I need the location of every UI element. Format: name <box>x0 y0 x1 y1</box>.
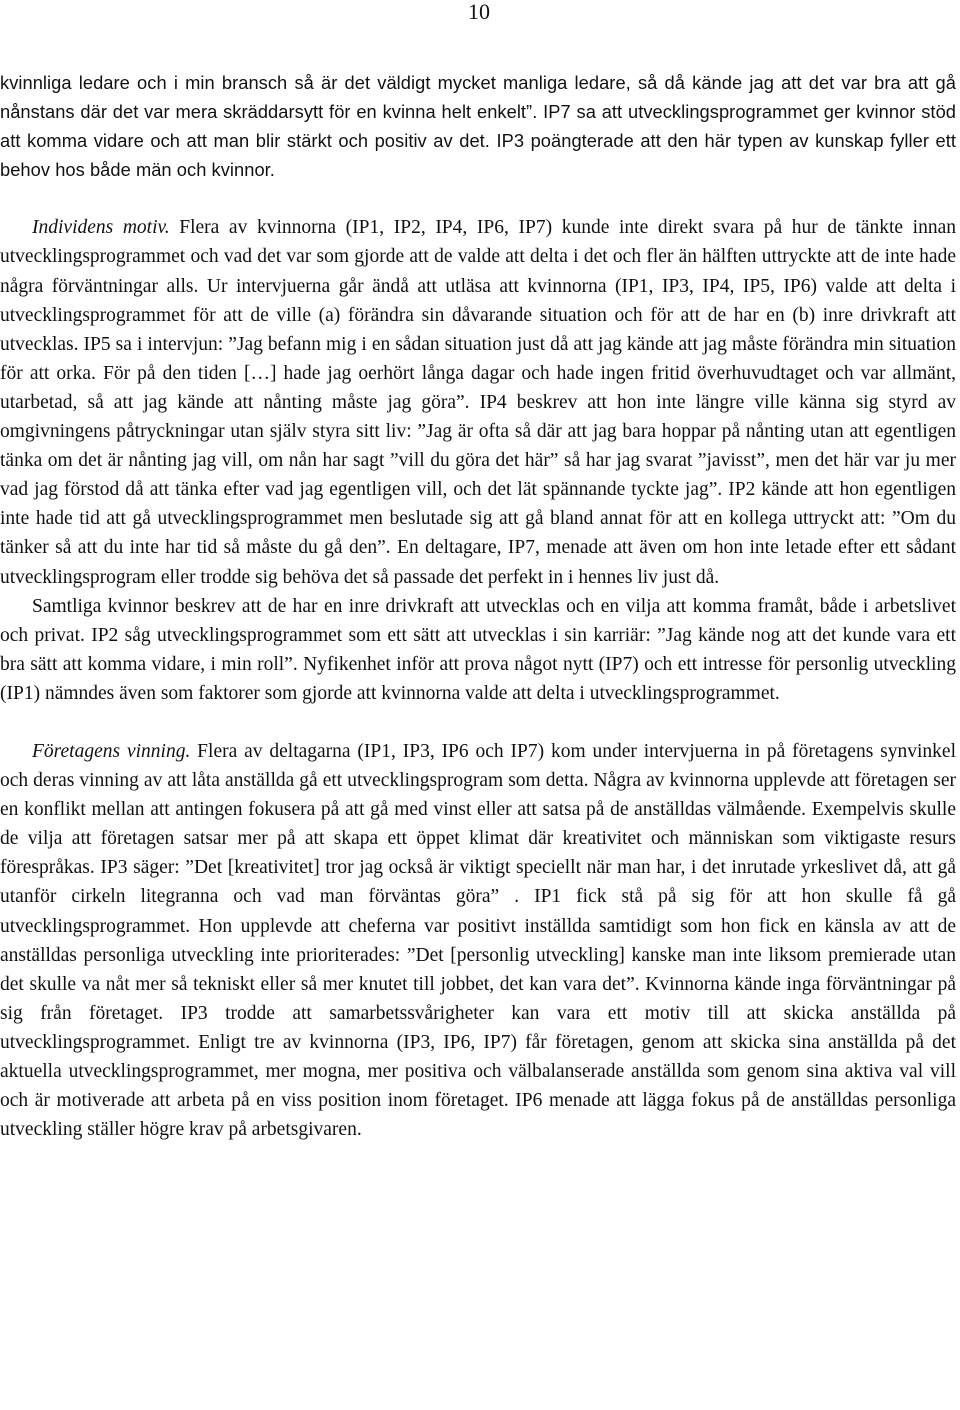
paragraph-body-foretagens-vinning: Flera av deltagarna (IP1, IP3, IP6 och IP7) kom under intervjuerna in på företagens synvinkel och deras vinning av att låta anställda gå ett utvecklingsprogram som detta. Några av kvinnorna upplevde att företagen ser en konflikt mellan att antingen fokusera på att gå med vinst eller att satsa på de anställdas välmående. Exempelvis skulle de vilja att företagen satsar mer på att skapa ett öppet klimat där kreativitet och människan som viktigaste resurs förespråkas. IP3 säger: ”Det [kreativitet] tror jag också är viktigt speciellt när man har, i det inrutade yrkeslivet då, att gå utanför cirkeln litegranna och vad man förväntas göra” . IP1 fick stå på sig för att hon skulle få gå utvecklingsprogrammet. Hon upplevde att cheferna var positivt inställda samtidigt som hon fick en känsla av att de anställdas personliga utveckling inte prioriterades: ”Det [personlig utveckling] kanske man inte liksom premierade utan det skulle va nåt mer så tekniskt eller så mer knutet till jobbet, det kan vara det”. Kvinnorna kände inga förväntningar på sig från företaget. IP3 trodde att samarbetssvårigheter kan vara ett motiv till att skicka anställda på utvecklingsprogrammet. Enligt tre av kvinnorna (IP3, IP6, IP7) får företagen, genom att skicka sina anställda på det aktuella utvecklingsprogrammet, mer mogna, mer positiva och välbalanserade anställda som genom sina aktiva val vill och är motiverade att arbeta på en viss position inom företaget. IP6 menade att lägga fokus på de anställdas personliga utveckling ställer högre krav på arbetsgivaren. <box>0 740 956 1141</box>
paragraph-foretagens-vinning <box>0 737 956 1144</box>
paragraph-body-individens-motiv: Flera av kvinnorna (IP1, IP2, IP4, IP6, IP7) kunde inte direkt svara på hur de tänkte innan utvecklingsprogrammet och vad det var som gjorde att de valde att delta i det och fler än hälften uttryckte att de inte hade några förväntningar alls. Ur intervjuerna går ändå att utläsa att kvinnorna (IP1, IP3, IP4, IP5, IP6) valde att delta i utvecklingsprogrammet för att de ville (a) förändra sin dåvarande situation och för att de har en (b) inre drivkraft att utvecklas. IP5 sa i intervjun: ”Jag befann mig i en sådan situation just då att jag kände att jag måste förändra min situation för att orka. För på den tiden […] hade jag oerhört långa dagar och hade ingen fritid överhuvudtaget och var allmänt, utarbetad, så att jag kände att nånting måste jag göra”. IP4 beskrev att hon inte längre ville känna sig styrd av omgivningens påtryckningar utan själv styra sitt liv: ”Jag är ofta så där att jag bara hoppar på nånting utan att egentligen tänka om det är nånting jag vill, om nån har sagt ”vill du göra det här” så har jag svarat ”javisst”, men det här var ju mer vad jag förstod då att tänka efter vad jag egentligen vill, och det lät spännande tyckte jag”. IP2 kände att hon egentligen inte hade tid att gå utvecklingsprogrammet men beslutade sig att gå bland annat för att en kollega uttryckt att: ”Om du tänker så att du inte har tid så måste du gå den”. En deltagare, IP7, menade att även om hon inte letade efter ett sådant utvecklingsprogram eller trodde sig behöva det så passade det perfekt in i hennes liv just då. <box>0 217 956 588</box>
section-heading-foretagens-vinning: Företagens vinning. <box>32 740 191 762</box>
document-body <box>0 68 956 1144</box>
paragraph-intro: kvinnliga ledare och i min bransch så är det väldigt mycket manliga ledare, så då kände jag att det var bra att gå nånstans där det var mera skräddarsytt för en kvinna helt enkelt”. IP7 sa att utvecklingsprogrammet ger kvinnor stöd att komma vidare och att man blir stärkt och positiv av det. IP3 poängterade att den här typen av kunskap fyller ett behov hos både män och kvinnor. <box>0 72 956 181</box>
paragraph-individens-motiv <box>0 213 956 591</box>
paragraph-gap <box>0 708 956 737</box>
paragraph-gap <box>0 184 956 213</box>
page-number: 10 <box>468 0 490 24</box>
paragraph-drivkraft: Samtliga kvinnor beskrev att de har en inre drivkraft att utvecklas och en vilja att komma framåt, både i arbetslivet och privat. IP2 såg utvecklingsprogrammet som ett sätt att utvecklas i sin karriär: ”Jag kände nog att det kunde vara ett bra sätt att komma vidare, i min roll”. Nyfikenhet inför att prova något nytt (IP7) och ett intresse för personlig utveckling (IP1) nämndes även som faktorer som gjorde att kvinnorna valde att delta i utvecklingsprogrammet. <box>0 595 956 704</box>
section-heading-individens-motiv: Individens motiv. <box>32 217 170 239</box>
